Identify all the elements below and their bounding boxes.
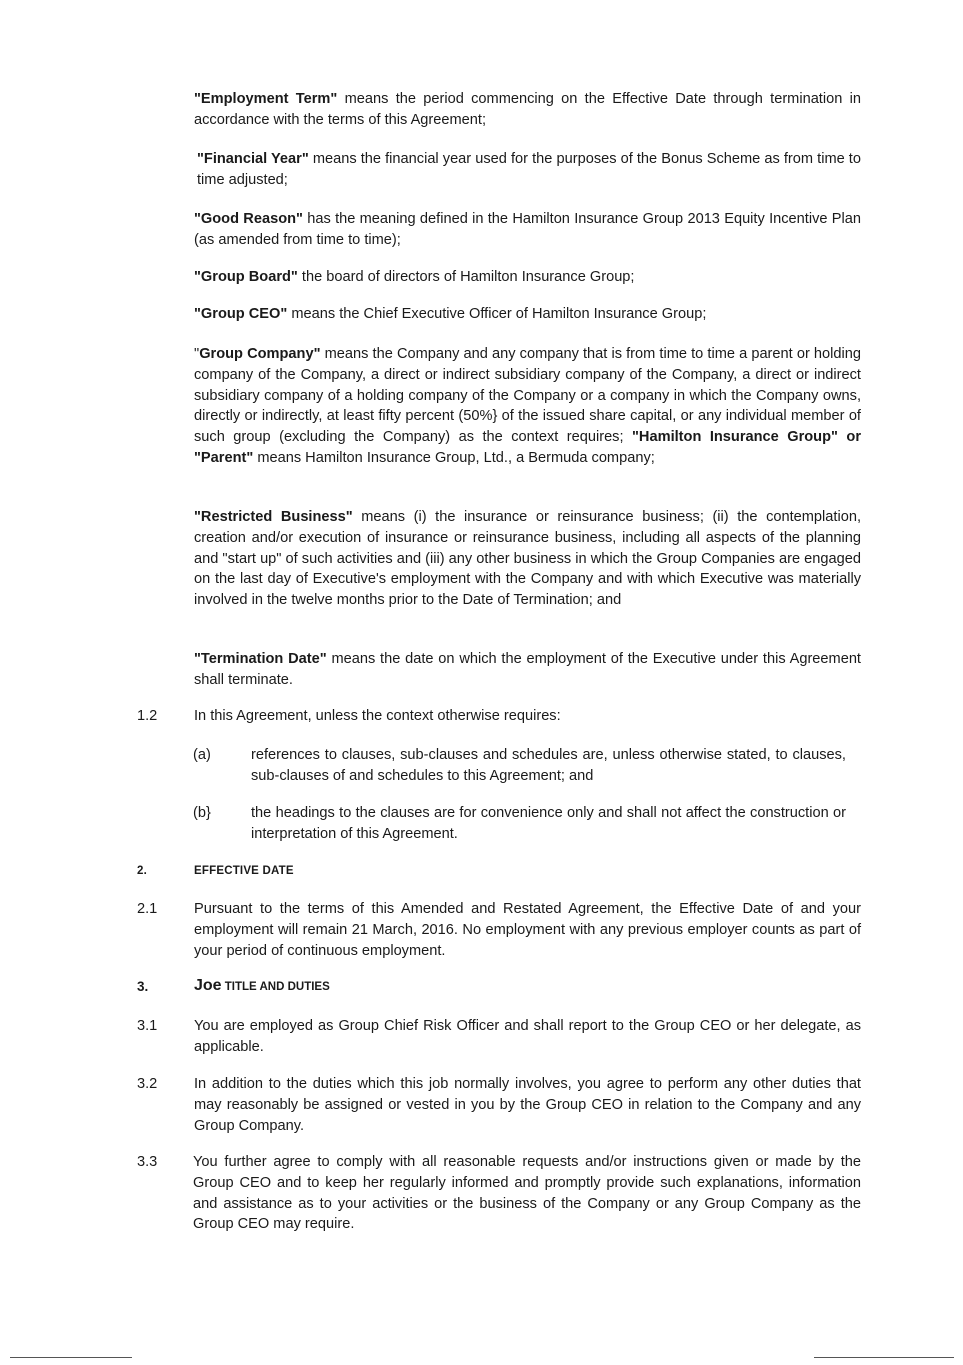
definition-text: means the financial year used for the purposes of the Bonus Scheme as from time to time adjusted; [197,151,861,188]
defined-term: "Restricted Business" [194,509,353,525]
sub-clause-a-text: references to clauses, sub-clauses and schedules are, unless otherwise stated, to clauses, sub-clauses of and schedules to this Agreement; and [251,747,846,784]
sub-clause-label: (a) [193,747,211,763]
definition-text: means the Company and any company that is from time to time a parent or holding company of the Company, a direct or indirect subsidiary company of the Company, a direct or indirect subsidiary company of a holding company of the Company or a company in which the Company owns, directly or indirectly, at least fifty percent (50%} of the issued share capital, or any individual member of such group (excluding the Company) as the context requires; [194,346,861,446]
section-title: EFFECTIVE DATE [194,865,294,877]
defined-term: "Termination Date" [194,651,327,667]
clause-number: 1.2 [137,708,158,724]
clause-3-1-text: You are employed as Group Chief Risk Officer and shall report to the Group CEO or her delegate, as applicable. [194,1018,861,1055]
defined-term-hamilton: "Hamilton Insurance Group" or "Parent" [194,429,861,466]
definition-restricted-business [194,507,861,611]
definition-termination-date [194,649,861,691]
definition-employment-term [194,89,861,131]
section-number: 3. [137,979,149,994]
section-number: 2. [137,865,147,877]
definition-text: means (i) the insurance or reinsurance business; (ii) the contemplation, creation and/or execution of insurance or reinsurance business, including all aspects of the planning and "start up" of such activities and (iii) any other business in which the Group Companies are engaged on the last day of Executive's employment with the Company and with which Executive was materially involved in the twelve months prior to the Date of Termination; and [194,509,861,609]
defined-term: "Good Reason" [194,211,303,227]
definition-text: the board of directors of Hamilton Insurance Group; [297,269,635,285]
definition-text: means the period commencing on the Effective Date through termination in accordance with the terms of this Agreement; [194,91,861,128]
section-title-prefix: Joe [194,977,222,994]
definition-group-board [194,267,861,288]
clause-number: 2.1 [137,901,158,917]
definition-text: has the meaning defined in the Hamilton Insurance Group 2013 Equity Incentive Plan (as amended from time to time); [194,211,861,248]
footer-rule-right [814,1357,954,1358]
clause-number: 3.1 [137,1018,158,1034]
clause-1-2-text: In this Agreement, unless the context otherwise requires: [194,708,561,724]
definition-text: means the Chief Executive Officer of Hamilton Insurance Group; [287,306,707,322]
section-title-line [194,976,330,998]
definition-good-reason [194,209,861,251]
definition-financial-year [197,149,861,191]
clause-number: 3.2 [137,1076,158,1092]
defined-term: "Group CEO" [194,306,288,322]
definition-group-ceo [194,304,861,325]
section-title: TITLE AND DUTIES [221,981,330,993]
definition-text-hamilton: means Hamilton Insurance Group, Ltd., a Bermuda company; [253,449,655,466]
clause-3-3-text: You further agree to comply with all reasonable requests and/or instructions given or made by the Group CEO and to keep her regularly informed and promptly provide such explanations, information and assistance as to your activities or the business of the Company or any Group Company as the Group CEO may require. [193,1154,861,1233]
clause-2-1-text: Pursuant to the terms of this Amended and Restated Agreement, the Effective Date of and your employment will remain 21 March, 2016. No employment with any previous employer counts as part of your period of continuous employment. [194,901,861,959]
defined-term: "Financial Year" [197,151,309,167]
sub-clause-b-text: the headings to the clauses are for convenience only and shall not affect the construction or interpretation of this Agreement. [251,805,846,842]
definition-text: means the date on which the employment of the Executive under this Agreement shall terminate. [194,651,861,688]
sub-clause-label: (b} [193,805,211,821]
quote-mark: " [194,346,200,362]
clause-number: 3.3 [137,1154,158,1170]
defined-term: "Employment Term" [194,91,338,107]
defined-term: "Group Board" [194,269,298,285]
clause-3-2-text: In addition to the duties which this job normally involves, you agree to perform any other duties that may reasonably be assigned or vested in you by the Group CEO in relation to the Company and any Group Company. [194,1076,861,1134]
definition-group-company [194,344,861,469]
defined-term: Group Company" [199,346,321,362]
footer-rule-left [10,1357,132,1358]
